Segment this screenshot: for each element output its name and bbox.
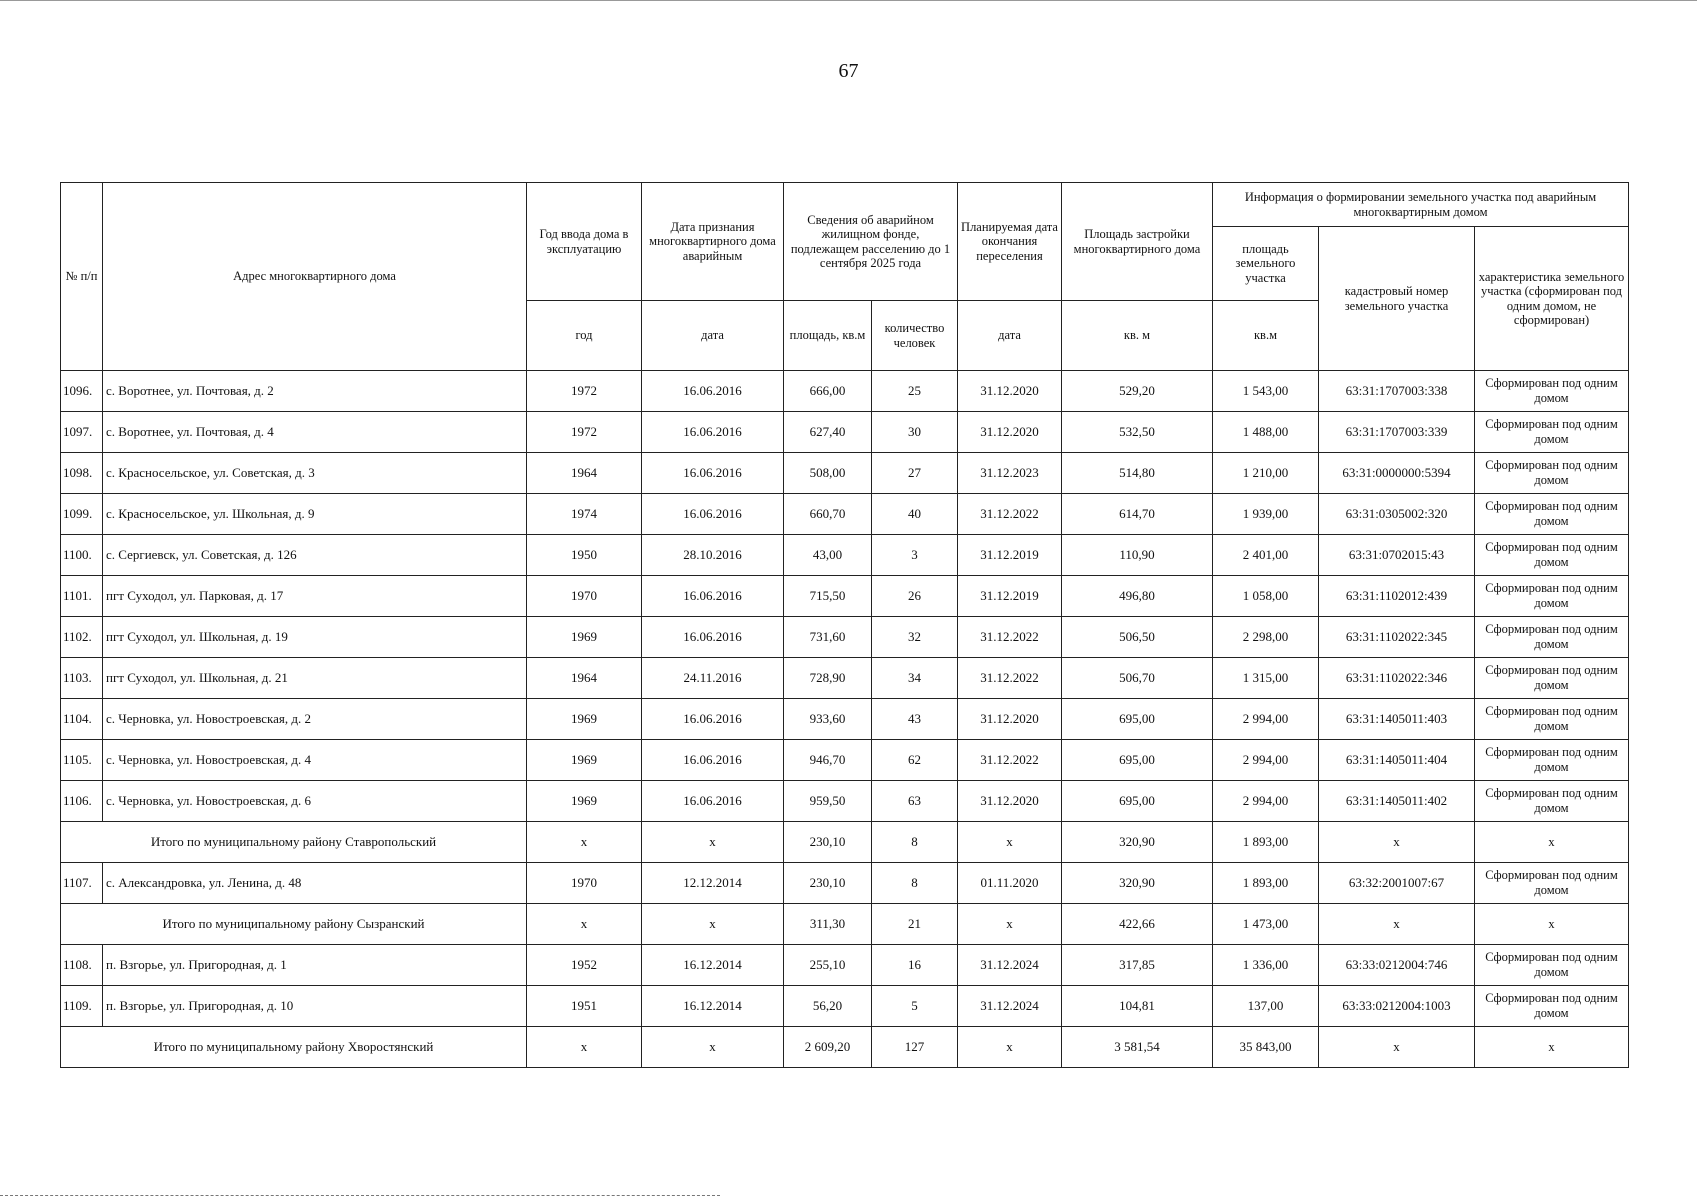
cell-built: 529,20 (1062, 371, 1213, 412)
table-row (61, 863, 1629, 904)
row-number: 1102. (61, 617, 103, 658)
unit-land-area: кв.м (1213, 301, 1319, 371)
header-year: Год ввода дома в эксплуатацию (527, 183, 642, 301)
cell-built: 3 581,54 (1062, 1027, 1213, 1068)
cell-built: 695,00 (1062, 740, 1213, 781)
cell-year: 1952 (527, 945, 642, 986)
table-row (61, 535, 1629, 576)
row-number: 1099. (61, 494, 103, 535)
header-land-info: Информация о формировании земельного участка под аварийным многоквартирным домом (1213, 183, 1629, 227)
cell-char: x (1475, 1027, 1629, 1068)
cell-built: 422,66 (1062, 904, 1213, 945)
cell-area: 311,30 (784, 904, 872, 945)
cell-planned: x (958, 822, 1062, 863)
cell-date: 24.11.2016 (642, 658, 784, 699)
row-address: с. Красносельское, ул. Школьная, д. 9 (103, 494, 527, 535)
cell-area: 56,20 (784, 986, 872, 1027)
cell-people: 127 (872, 1027, 958, 1068)
cell-area: 255,10 (784, 945, 872, 986)
cell-date: 16.12.2014 (642, 986, 784, 1027)
cell-date: x (642, 1027, 784, 1068)
emergency-housing-table (60, 182, 1629, 1068)
cell-date: 12.12.2014 (642, 863, 784, 904)
cell-area: 508,00 (784, 453, 872, 494)
cell-cadastral: x (1319, 822, 1475, 863)
bottom-scan-rule (0, 1195, 720, 1196)
unit-people: количество человек (872, 301, 958, 371)
row-number: 1098. (61, 453, 103, 494)
cell-planned: 31.12.2020 (958, 412, 1062, 453)
row-address: с. Черновка, ул. Новостроевская, д. 6 (103, 781, 527, 822)
cell-area: 715,50 (784, 576, 872, 617)
table-row (61, 617, 1629, 658)
cell-char: Сформирован под одним домом (1475, 617, 1629, 658)
total-row (61, 904, 1629, 945)
cell-planned: 31.12.2019 (958, 576, 1062, 617)
cell-land: 1 058,00 (1213, 576, 1319, 617)
cell-built: 514,80 (1062, 453, 1213, 494)
cell-cadastral: 63:31:0000000:5394 (1319, 453, 1475, 494)
row-address: пгт Суходол, ул. Школьная, д. 21 (103, 658, 527, 699)
row-address: с. Черновка, ул. Новостроевская, д. 2 (103, 699, 527, 740)
cell-date: x (642, 904, 784, 945)
unit-planned-date: дата (958, 301, 1062, 371)
cell-char: Сформирован под одним домом (1475, 371, 1629, 412)
cell-people: 34 (872, 658, 958, 699)
cell-people: 25 (872, 371, 958, 412)
cell-land: 1 893,00 (1213, 863, 1319, 904)
cell-char: Сформирован под одним домом (1475, 453, 1629, 494)
cell-built: 317,85 (1062, 945, 1213, 986)
cell-year: 1950 (527, 535, 642, 576)
cell-built: 532,50 (1062, 412, 1213, 453)
row-number: 1096. (61, 371, 103, 412)
cell-char: Сформирован под одним домом (1475, 986, 1629, 1027)
row-address: с. Сергиевск, ул. Советская, д. 126 (103, 535, 527, 576)
cell-char: Сформирован под одним домом (1475, 699, 1629, 740)
cell-area: 728,90 (784, 658, 872, 699)
row-address: с. Воротнее, ул. Почтовая, д. 4 (103, 412, 527, 453)
table-row (61, 412, 1629, 453)
cell-area: 666,00 (784, 371, 872, 412)
unit-year: год (527, 301, 642, 371)
table-row (61, 658, 1629, 699)
cell-planned: 31.12.2020 (958, 371, 1062, 412)
cell-year: 1964 (527, 658, 642, 699)
row-number: 1097. (61, 412, 103, 453)
total-row (61, 1027, 1629, 1068)
row-address: с. Александровка, ул. Ленина, д. 48 (103, 863, 527, 904)
cell-cadastral: 63:31:1102012:439 (1319, 576, 1475, 617)
row-address: пгт Суходол, ул. Парковая, д. 17 (103, 576, 527, 617)
cell-year: 1969 (527, 740, 642, 781)
cell-people: 43 (872, 699, 958, 740)
cell-built: 104,81 (1062, 986, 1213, 1027)
row-address: п. Взгорье, ул. Пригородная, д. 1 (103, 945, 527, 986)
cell-date: 16.12.2014 (642, 945, 784, 986)
cell-date: x (642, 822, 784, 863)
cell-cadastral: 63:31:1707003:339 (1319, 412, 1475, 453)
cell-date: 16.06.2016 (642, 453, 784, 494)
cell-land: 2 298,00 (1213, 617, 1319, 658)
cell-planned: 31.12.2020 (958, 699, 1062, 740)
cell-land: 137,00 (1213, 986, 1319, 1027)
row-address: с. Красносельское, ул. Советская, д. 3 (103, 453, 527, 494)
cell-planned: 31.12.2022 (958, 740, 1062, 781)
cell-date: 16.06.2016 (642, 576, 784, 617)
cell-planned: x (958, 1027, 1062, 1068)
cell-people: 62 (872, 740, 958, 781)
cell-area: 230,10 (784, 863, 872, 904)
cell-year: 1974 (527, 494, 642, 535)
cell-land: 1 473,00 (1213, 904, 1319, 945)
cell-land: 1 315,00 (1213, 658, 1319, 699)
table-row (61, 453, 1629, 494)
row-number: 1101. (61, 576, 103, 617)
cell-date: 16.06.2016 (642, 781, 784, 822)
cell-land: 1 488,00 (1213, 412, 1319, 453)
cell-date: 16.06.2016 (642, 617, 784, 658)
cell-cadastral: x (1319, 904, 1475, 945)
cell-built: 110,90 (1062, 535, 1213, 576)
cell-people: 26 (872, 576, 958, 617)
cell-planned: 31.12.2024 (958, 986, 1062, 1027)
cell-year: x (527, 1027, 642, 1068)
row-number: 1108. (61, 945, 103, 986)
cell-year: 1964 (527, 453, 642, 494)
cell-date: 16.06.2016 (642, 412, 784, 453)
cell-planned: 31.12.2023 (958, 453, 1062, 494)
table-row (61, 576, 1629, 617)
page-number: 67 (838, 60, 859, 82)
cell-cadastral: 63:31:1707003:338 (1319, 371, 1475, 412)
cell-planned: 01.11.2020 (958, 863, 1062, 904)
row-number: 1105. (61, 740, 103, 781)
cell-cadastral: 63:31:1405011:404 (1319, 740, 1475, 781)
row-number: 1104. (61, 699, 103, 740)
cell-cadastral: x (1319, 1027, 1475, 1068)
cell-land: 2 994,00 (1213, 740, 1319, 781)
cell-built: 614,70 (1062, 494, 1213, 535)
cell-cadastral: 63:31:0702015:43 (1319, 535, 1475, 576)
cell-area: 660,70 (784, 494, 872, 535)
cell-char: Сформирован под одним домом (1475, 863, 1629, 904)
cell-built: 320,90 (1062, 863, 1213, 904)
header-info-fund: Сведения об аварийном жилищном фонде, подлежащем расселению до 1 сентября 2025 года (784, 183, 958, 301)
cell-land: 35 843,00 (1213, 1027, 1319, 1068)
row-number: 1100. (61, 535, 103, 576)
cell-char: Сформирован под одним домом (1475, 781, 1629, 822)
cell-area: 731,60 (784, 617, 872, 658)
cell-people: 27 (872, 453, 958, 494)
cell-area: 2 609,20 (784, 1027, 872, 1068)
header-planned-date: Планируемая дата окончания переселения (958, 183, 1062, 301)
cell-date: 16.06.2016 (642, 699, 784, 740)
cell-year: 1972 (527, 371, 642, 412)
cell-land: 1 336,00 (1213, 945, 1319, 986)
total-label: Итого по муниципальному району Сызранский (61, 904, 527, 945)
cell-planned: 31.12.2019 (958, 535, 1062, 576)
cell-land: 1 210,00 (1213, 453, 1319, 494)
header-address: Адрес многоквартирного дома (103, 183, 527, 371)
cell-char: Сформирован под одним домом (1475, 945, 1629, 986)
cell-people: 16 (872, 945, 958, 986)
cell-year: 1969 (527, 781, 642, 822)
cell-cadastral: 63:31:1405011:402 (1319, 781, 1475, 822)
row-address: с. Воротнее, ул. Почтовая, д. 2 (103, 371, 527, 412)
cell-date: 16.06.2016 (642, 740, 784, 781)
cell-planned: 31.12.2022 (958, 494, 1062, 535)
cell-area: 946,70 (784, 740, 872, 781)
cell-planned: 31.12.2024 (958, 945, 1062, 986)
unit-built-area: кв. м (1062, 301, 1213, 371)
table-row (61, 494, 1629, 535)
cell-planned: x (958, 904, 1062, 945)
cell-cadastral: 63:31:1102022:346 (1319, 658, 1475, 699)
cell-area: 959,50 (784, 781, 872, 822)
row-address: п. Взгорье, ул. Пригородная, д. 10 (103, 986, 527, 1027)
cell-people: 63 (872, 781, 958, 822)
cell-char: Сформирован под одним домом (1475, 535, 1629, 576)
cell-char: Сформирован под одним домом (1475, 412, 1629, 453)
cell-land: 2 994,00 (1213, 781, 1319, 822)
table-row (61, 781, 1629, 822)
cell-cadastral: 63:31:1102022:345 (1319, 617, 1475, 658)
header-no: № п/п (61, 183, 103, 371)
cell-area: 43,00 (784, 535, 872, 576)
cell-land: 1 543,00 (1213, 371, 1319, 412)
cell-year: 1969 (527, 699, 642, 740)
cell-date: 16.06.2016 (642, 494, 784, 535)
table-row (61, 740, 1629, 781)
row-address: пгт Суходол, ул. Школьная, д. 19 (103, 617, 527, 658)
row-number: 1106. (61, 781, 103, 822)
cell-cadastral: 63:33:0212004:746 (1319, 945, 1475, 986)
cell-built: 496,80 (1062, 576, 1213, 617)
header-land-area: площадь земельного участка (1213, 227, 1319, 301)
cell-land: 2 401,00 (1213, 535, 1319, 576)
cell-built: 695,00 (1062, 781, 1213, 822)
cell-area: 627,40 (784, 412, 872, 453)
cell-area: 230,10 (784, 822, 872, 863)
cell-cadastral: 63:31:1405011:403 (1319, 699, 1475, 740)
table-row (61, 945, 1629, 986)
header-built-area: Площадь застройки многоквартирного дома (1062, 183, 1213, 301)
unit-area: площадь, кв.м (784, 301, 872, 371)
cell-char: x (1475, 822, 1629, 863)
cell-char: Сформирован под одним домом (1475, 658, 1629, 699)
cell-char: x (1475, 904, 1629, 945)
cell-people: 5 (872, 986, 958, 1027)
cell-built: 320,90 (1062, 822, 1213, 863)
table-body (61, 371, 1629, 1068)
total-label: Итого по муниципальному району Хворостянский (61, 1027, 527, 1068)
unit-date: дата (642, 301, 784, 371)
cell-people: 40 (872, 494, 958, 535)
cell-planned: 31.12.2022 (958, 617, 1062, 658)
cell-planned: 31.12.2020 (958, 781, 1062, 822)
cell-people: 8 (872, 822, 958, 863)
cell-char: Сформирован под одним домом (1475, 576, 1629, 617)
table-row (61, 986, 1629, 1027)
cell-char: Сформирован под одним домом (1475, 494, 1629, 535)
cell-year: x (527, 822, 642, 863)
cell-people: 3 (872, 535, 958, 576)
header-date-recognized: Дата признания многоквартирного дома аварийным (642, 183, 784, 301)
total-label: Итого по муниципальному району Ставропольский (61, 822, 527, 863)
cell-people: 21 (872, 904, 958, 945)
row-number: 1103. (61, 658, 103, 699)
header-land-char: характеристика земельного участка (сформирован под одним домом, не сформирован) (1475, 227, 1629, 371)
cell-cadastral: 63:31:0305002:320 (1319, 494, 1475, 535)
row-number: 1109. (61, 986, 103, 1027)
cell-people: 32 (872, 617, 958, 658)
cell-year: 1970 (527, 863, 642, 904)
cell-land: 1 893,00 (1213, 822, 1319, 863)
header-cadastral: кадастровый номер земельного участка (1319, 227, 1475, 371)
table-header (61, 183, 1629, 371)
cell-built: 695,00 (1062, 699, 1213, 740)
cell-cadastral: 63:33:0212004:1003 (1319, 986, 1475, 1027)
cell-date: 16.06.2016 (642, 371, 784, 412)
cell-date: 28.10.2016 (642, 535, 784, 576)
cell-built: 506,50 (1062, 617, 1213, 658)
cell-char: Сформирован под одним домом (1475, 740, 1629, 781)
cell-people: 8 (872, 863, 958, 904)
cell-cadastral: 63:32:2001007:67 (1319, 863, 1475, 904)
cell-land: 1 939,00 (1213, 494, 1319, 535)
cell-area: 933,60 (784, 699, 872, 740)
cell-year: 1970 (527, 576, 642, 617)
cell-planned: 31.12.2022 (958, 658, 1062, 699)
total-row (61, 822, 1629, 863)
cell-year: x (527, 904, 642, 945)
cell-built: 506,70 (1062, 658, 1213, 699)
table-row (61, 699, 1629, 740)
row-number: 1107. (61, 863, 103, 904)
cell-land: 2 994,00 (1213, 699, 1319, 740)
cell-year: 1969 (527, 617, 642, 658)
row-address: с. Черновка, ул. Новостроевская, д. 4 (103, 740, 527, 781)
cell-year: 1951 (527, 986, 642, 1027)
cell-year: 1972 (527, 412, 642, 453)
table-row (61, 371, 1629, 412)
top-scan-rule (0, 0, 1697, 1)
cell-people: 30 (872, 412, 958, 453)
